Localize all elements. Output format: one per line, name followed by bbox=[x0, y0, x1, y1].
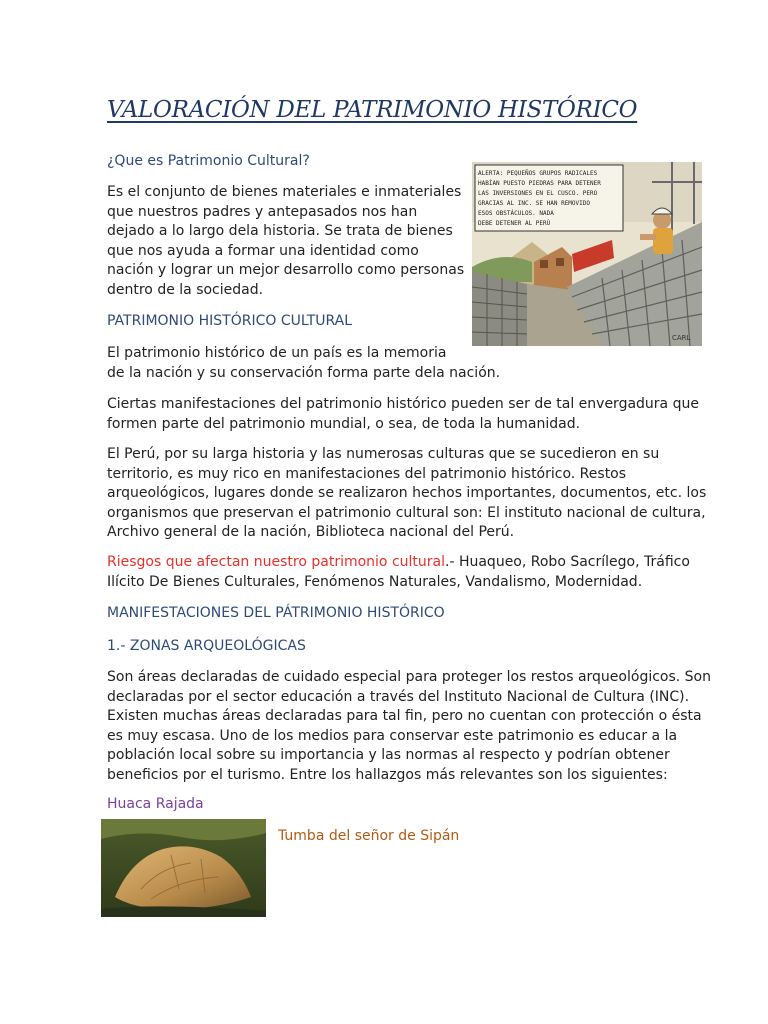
peru-line: arqueológicos, lugares donde se realizaron hechos importantes, documentos, etc. los bbox=[107, 485, 707, 501]
intro-line: que nos ayuda a formar una identidad como bbox=[107, 242, 419, 259]
cartoon-caption-line: ESOS OBSTÁCULOS. NADA bbox=[478, 210, 554, 217]
section-heading-zonas: 1.- ZONAS ARQUEOLÓGICAS bbox=[107, 638, 306, 654]
zonas-line: declaradas por el sector educación a través del Instituto Nacional de Cultura (INC). bbox=[107, 688, 690, 705]
zonas-line: Son áreas declaradas de cuidado especial para proteger los restos arqueológicos. Son bbox=[107, 669, 711, 685]
ciertas-line: Ciertas manifestaciones del patrimonio histórico pueden ser de tal envergadura que bbox=[107, 396, 699, 412]
memoria-line: El patrimonio histórico de un país es la memoria bbox=[107, 345, 447, 361]
cartoon-caption-line: ALERTA: PEQUEÑOS GRUPOS RADICALES bbox=[478, 170, 598, 177]
riesgos-line bbox=[107, 553, 727, 573]
peru-line: El Perú, por su larga historia y las numerosas culturas que se sucedieron en su bbox=[107, 446, 660, 462]
page-title: VALORACIÓN DEL PATRIMONIO HISTÓRICO bbox=[107, 97, 638, 123]
cartoon-caption-line: DEBE DETENER AL PERÚ bbox=[478, 220, 551, 227]
cartoon-caption-line: LAS INVERSIONES EN EL CUSCO. PERO bbox=[478, 190, 598, 197]
section-heading-manifestaciones: MANIFESTACIONES DEL PÁTRIMONIO HISTÓRICO bbox=[107, 605, 445, 621]
question-heading: ¿Que es Patrimonio Cultural? bbox=[107, 153, 310, 169]
peru-paragraph bbox=[107, 445, 727, 543]
zonas-paragraph bbox=[107, 668, 727, 785]
cartoon-image bbox=[472, 162, 702, 346]
intro-line: dejado a lo largo dela historia. Se trata de bienes bbox=[107, 223, 453, 239]
zonas-line: es muy escasa. Uno de los medios para conservar este patrimonio es educar a la bbox=[107, 727, 678, 744]
cartoon-caption-line: GRACIAS AL INC. SE HAN REMOVIDO bbox=[478, 200, 590, 207]
intro-line: dentro de la sociedad. bbox=[107, 281, 264, 298]
peru-line: Archivo general de la nación, Biblioteca nacional del Perú. bbox=[107, 524, 515, 540]
riesgos-paragraph bbox=[107, 553, 727, 592]
riesgos-line: Ilícito De Bienes Culturales, Fenómenos Naturales, Vandalismo, Modernidad. bbox=[107, 573, 643, 590]
ciertas-paragraph bbox=[107, 395, 727, 434]
huaca-rajada-image bbox=[101, 819, 266, 917]
cartoon-signature: CARL bbox=[672, 334, 691, 342]
intro-line: que nuestros padres y antepasados nos han bbox=[107, 203, 418, 220]
intro-line: Es el conjunto de bienes materiales e inmateriales bbox=[107, 184, 462, 200]
memoria-line: de la nación y su conservación forma parte dela nación. bbox=[107, 364, 501, 381]
riesgos-label: Riesgos que afectan nuestro patrimonio cultural bbox=[107, 554, 445, 570]
zonas-line: población local sobre su importancia y las normas al respecto y podrían obtener bbox=[107, 747, 670, 763]
intro-paragraph bbox=[107, 183, 467, 300]
section-heading-patrimonio: PATRIMONIO HISTÓRICO CULTURAL bbox=[107, 313, 353, 329]
sipan-tomb-label: Tumba del señor de Sipán bbox=[278, 828, 460, 844]
huaca-rajada-label: Huaca Rajada bbox=[107, 796, 204, 812]
peru-line: territorio, es muy rico en manifestaciones del patrimonio histórico. Restos bbox=[107, 465, 627, 482]
riesgos-list-start: .- Huaqueo, Robo Sacrílego, Tráfico bbox=[445, 554, 690, 570]
cartoon-caption-line: HABÍAN PUESTO PIEDRAS PARA DETENER bbox=[478, 180, 601, 187]
intro-line: nación y lograr un mejor desarrollo como personas bbox=[107, 262, 465, 278]
zonas-line: Existen muchas áreas declaradas para tal fin, pero no cuentan con protección o ésta bbox=[107, 708, 702, 724]
peru-line: organismos que preservan el patrimonio cultural son: El instituto nacional de cultura, bbox=[107, 504, 706, 521]
zonas-line: beneficios por el turismo. Entre los hallazgos más relevantes son los siguientes: bbox=[107, 766, 668, 783]
ciertas-line: formen parte del patrimonio mundial, o sea, de toda la humanidad. bbox=[107, 415, 581, 432]
memoria-paragraph bbox=[107, 344, 567, 383]
